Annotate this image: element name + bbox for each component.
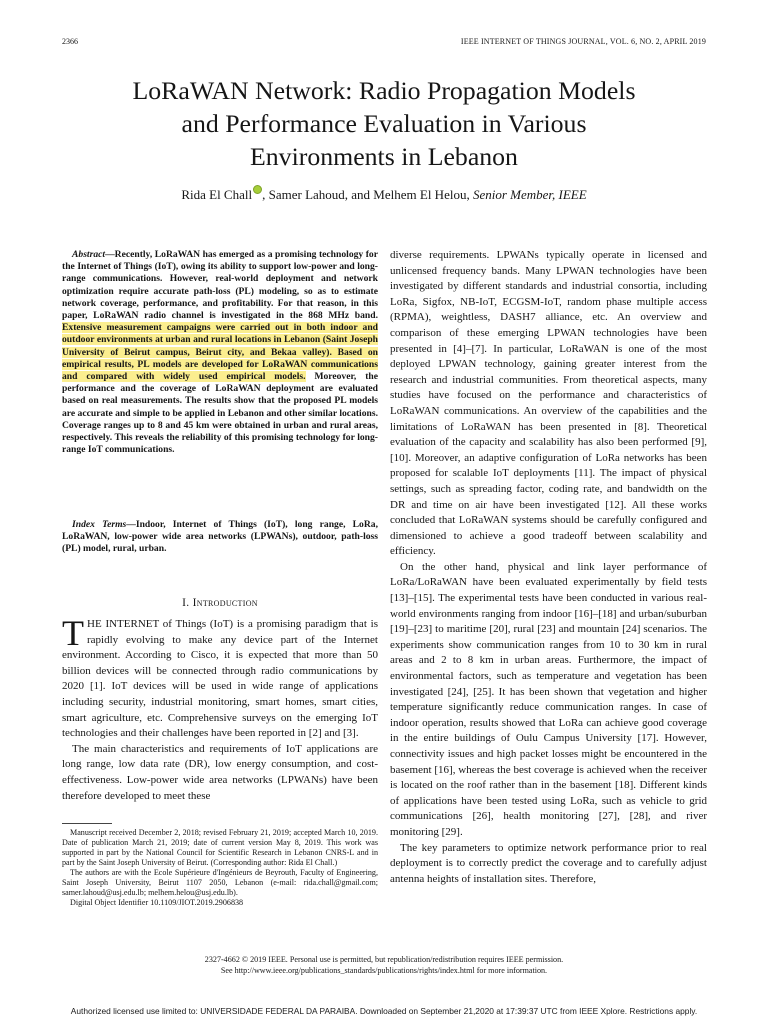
body-paragraph: The key parameters to optimize network performance prior to real deployment is to correctly predict the coverage and to carefully adjust antenna heights of installation sites. Therefore, — [390, 841, 707, 885]
title-line: Environments in Lebanon — [250, 142, 518, 171]
intro-text — [62, 613, 378, 804]
drop-cap: T — [62, 613, 84, 653]
intro-paragraph-1: HE INTERNET of Things (IoT) is a promising paradigm that is rapidly evolving to make any device part of the Internet environment. According to Cisco, it is expected that more than 50 billion devices will be connected through radio communications by 2020 [1]. IoT devices will be used in wide range of applications including security, industrial monitoring, smart homes, smart cities, smart agriculture, etc. Comprehensive surveys on the emerging IoT technologies and their challenges have been reported in [2] and [3]. — [62, 618, 378, 740]
abstract-outro: Moreover, the performance and the coverage of LoRaWAN deployment are evaluated based on real measurements. The results show that the proposed PL models are accurate and simple to be applied in Lebanon and other similar locations. Coverage ranges up to 8 and 45 km were obtained in urban and rural areas, respectively. This reveals the reliability of this promising technology for long-range IoT communications. — [62, 371, 378, 456]
footnotes — [62, 828, 378, 908]
footnote-manuscript: Manuscript received December 2, 2018; revised February 21, 2019; accepted March 10, 2019. Date of publication March 21, 2019; date of current version May 8, 2019. This work was supported in part by the National Council for Scientific Research in Lebanon CNRS-L and in part by the Saint Joseph University of Beirut. (Corresponding author: Rida El Chall.) — [62, 828, 378, 867]
first-author: Rida El Chall — [181, 187, 253, 202]
footnote-divider — [62, 823, 112, 824]
section-title: Introduction — [192, 597, 258, 609]
footnote-affiliation: The authors are with the Ecole Supérieure d'Ingénieurs de Beyrouth, Faculty of Engineering, Saint Joseph University, Beirut 1107 2050, Lebanon (e-mail: rida.chall@gmail.com; samer.lahoud@usj.edu.lb; melhem.helou@usj.edu.lb). — [62, 867, 378, 897]
body-paragraph: On the other hand, physical and link layer performance of LoRa/LoRaWAN have been evaluated experimentally by field tests [13]–[15]. The experimental tests have been conducted in various real-world environments ranging from indoor [16]–[18] and urban/suburban [19]–[23] to maritime [20], rural [23] and mountain [24] scenarios. The experiments show communication ranges from 10 to 30 km in rural areas and 2 to 8 km in urban areas. Furthermore, the impact of environmental factors, such as temperature and vegetation has been investigated [24], [25]. It has been shown that vegetation and higher temperature significantly reduce communication ranges. In case of indoor operation, results showed that LoRa can achieve good coverage in the entire buildings of Oulu Campus University [17]. However, connectivity issues and high packet losses might be encountered in the basement [16], whereas the best coverage is achieved when the receiver is located on the roof rather than in the basement [18]. Different kinds of applications have been tested using LoRa, such as vehicle to grid communications [26], health monitoring [27], [28], and river monitoring [29]. — [390, 560, 707, 838]
index-terms-label: Index Terms — [72, 519, 127, 530]
intro-paragraph-2: The main characteristics and requirements of IoT applications are long range, low data rate (DR), low energy consumption, and cost-effectiveness. Low-power wide area networks (LPWANs) have been therefore developed to meet these — [62, 742, 378, 802]
title-line: and Performance Evaluation in Various — [181, 109, 587, 138]
paper-title — [60, 74, 708, 173]
right-column — [390, 248, 707, 887]
copyright-line: 2327-4662 © 2019 IEEE. Personal use is permitted, but republication/redistribution requires IEEE permission. — [204, 955, 564, 964]
author-role: Senior Member, IEEE — [472, 187, 587, 202]
abstract-label: Abstract — [72, 249, 106, 260]
copyright-line: See http://www.ieee.org/publications_standards/publications/rights/index.html for more information. — [220, 965, 548, 975]
index-terms — [62, 519, 378, 556]
copyright-notice — [60, 955, 708, 976]
journal-header: IEEE INTERNET OF THINGS JOURNAL, VOL. 6, NO. 2, APRIL 2019 — [460, 37, 706, 46]
orcid-icon[interactable] — [253, 185, 262, 194]
section-heading — [62, 597, 378, 609]
author-line — [60, 185, 708, 203]
index-terms-text: —Indoor, Internet of Things (IoT), long range, LoRa, LoRaWAN, low-power wide area networks (LPWANs), outdoor, path-loss (PL) model, rural, urban. — [62, 519, 378, 555]
intro-paragraph — [62, 613, 378, 742]
footnote-doi: Digital Object Identifier 10.1109/JIOT.2019.2906838 — [70, 897, 244, 907]
abstract-highlight: Extensive measurement campaigns were carried out in both indoor and outdoor environments at urban and rural locations in Lebanon (Saint Joseph University of Beirut campus, Beirut city, and Bekaa valley). Based on empirical results, PL models are developed for LoRaWAN communications and compared with widely used empirical models. — [62, 322, 378, 383]
abstract-intro: —Recently, LoRaWAN has emerged as a promising technology for the Internet of Things (IoT), owing its ability to support low-power and long-range communications. However, real-world deployment and network optimization require accurate path-loss (PL) modeling, so as to estimate network coverage, performance, and profitability. For that reason, in this paper, LoRaWAN radio channel is investigated in the 868 MHz band. — [62, 249, 378, 322]
other-authors: , Samer Lahoud, and Melhem El Helou, — [262, 187, 473, 202]
body-paragraph: diverse requirements. LPWANs typically operate in licensed and unlicensed frequency bands. Many LPWAN technologies have been investigated by different standards and industrial consortia, including LoRa, Sigfox, NB-IoT, ECGSM-IoT, random phase multiple access (RPMA), weightless, DASH7 alliance, etc. An overview and comparison of these emerging LPWAN technologies have been presented in [4]–[7]. In particular, LoRaWAN is one of the most deployed LPWAN technology, gaining greater interest from the research and industrial communities. From theoretical aspects, many studies have focused on the performance and characteristics of LoRaWAN communications. An overview of the capabilities and the limitations of LoRaWAN has been presented in [8]. Theoretical evaluation of the capacity and scalability has also been performed [9], [10]. Moreover, an adaptive configuration of LoRa networks has been proposed for scalable IoT deployments [11]. The impact of physical settings, such as spreading factor, coding rate, and bandwidth on the DR and time on air have been investigated [12]. All these works concluded that LoRaWAN systems should be carefully configured and dimensioned to achieve a good tradeoff between scalability and efficiency. — [390, 249, 707, 558]
authorized-use-notice: Authorized licensed use limited to: UNIVERSIDADE FEDERAL DA PARAIBA. Downloaded on September 21,2020 at 17:39:37 UTC from IEEE Xplore. Restrictions apply. — [70, 1006, 698, 1016]
section-number: I. — [182, 597, 190, 609]
title-line: LoRaWAN Network: Radio Propagation Models — [132, 76, 636, 105]
abstract — [62, 249, 378, 456]
page-number: 2366 — [62, 37, 78, 46]
